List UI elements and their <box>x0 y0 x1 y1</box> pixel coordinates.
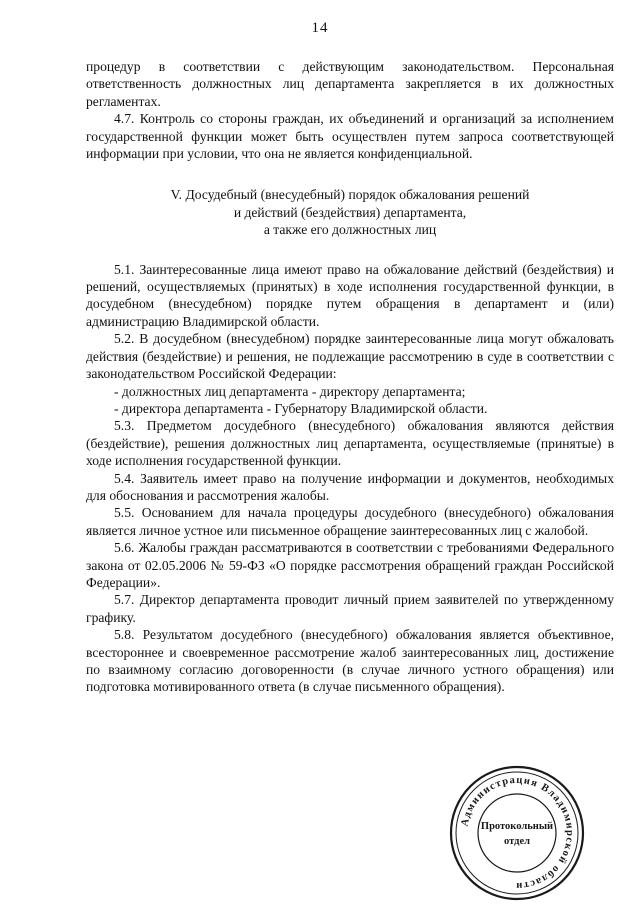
section-heading-line-1: V. Досудебный (внесудебный) порядок обжалования решений <box>170 187 530 203</box>
document-body <box>86 58 614 696</box>
section-heading <box>86 186 614 238</box>
paragraph-4-7: 4.7. Контроль со стороны граждан, их объединений и организаций за исполнением государственной функции может быть осуществлен путем запроса соответствующей информации при условии, что она не является конфиденциальной. <box>86 111 614 162</box>
paragraph-5-2: 5.2. В досудебном (внесудебном) порядке заинтересованные лица могут обжаловать действия (бездействие) и решения, не подлежащие рассмотрению в суде в соответствии с законодательством Российской Федерации: <box>86 331 614 382</box>
paragraph-5-8: 5.8. Результатом досудебного (внесудебного) обжалования является объективное, всестороннее и своевременное рассмотрение жалоб заинтересованных лиц, достижение по взаимному согласию договоренности (в случае личного устного обращения) или подготовка мотивированного ответа (в случае письменного обращения). <box>86 627 614 695</box>
page-number: 14 <box>311 20 329 36</box>
paragraph-5-3: 5.3. Предметом досудебного (внесудебного) обжалования являются действия (бездействие), решения должностных лиц департамента, осуществляемые (принятые) в ходе исполнения государственной функции. <box>86 418 614 469</box>
paragraph-continuation: процедур в соответствии с действующим законодательством. Персональная ответственность должностных лиц департамента закрепляется в их должностных регламентах. <box>86 59 614 109</box>
stamp-center-line-1: Протокольный <box>480 821 554 832</box>
paragraph-5-7: 5.7. Директор департамента проводит личный прием заявителей по утвержденному графику. <box>86 592 614 625</box>
stamp-ring-text: Администрация Владимирской области <box>459 774 576 892</box>
stamp-center-line-2: отдел <box>504 836 530 847</box>
paragraph-5-1: 5.1. Заинтересованные лица имеют право на обжалование действий (бездействия) и решений, осуществляемых (принятых) в ходе исполнения государственной функции, в досудебном (внесудебном) порядке путем обращения в департамент и (или) администрацию Владимирской области. <box>86 261 614 329</box>
section-heading-line-3: а также его должностных лиц <box>263 222 437 238</box>
paragraph-5-5: 5.5. Основанием для начала процедуры досудебного (внесудебного) обжалования является личное устное или письменное обращение заинтересованных лиц с жалобой. <box>86 505 614 538</box>
paragraph-5-4: 5.4. Заявитель имеет право на получение информации и документов, необходимых для обоснования и рассмотрения жалобы. <box>86 470 614 503</box>
list-item-officials: - должностных лиц департамента - директору департамента; <box>114 383 466 399</box>
section-heading-line-2: и действий (бездействия) департамента, <box>233 204 467 220</box>
list-item-director: - директора департамента - Губернатору Владимирской области. <box>114 400 488 416</box>
svg-text:Администрация Владимирской обл <box>459 775 575 891</box>
official-stamp <box>446 763 588 903</box>
paragraph-5-6: 5.6. Жалобы граждан рассматриваются в соответствии с требованиями Федерального закона от 02.05.2006 № 59-ФЗ «О порядке рассмотрения обращений граждан Российской Федерации». <box>86 540 614 590</box>
